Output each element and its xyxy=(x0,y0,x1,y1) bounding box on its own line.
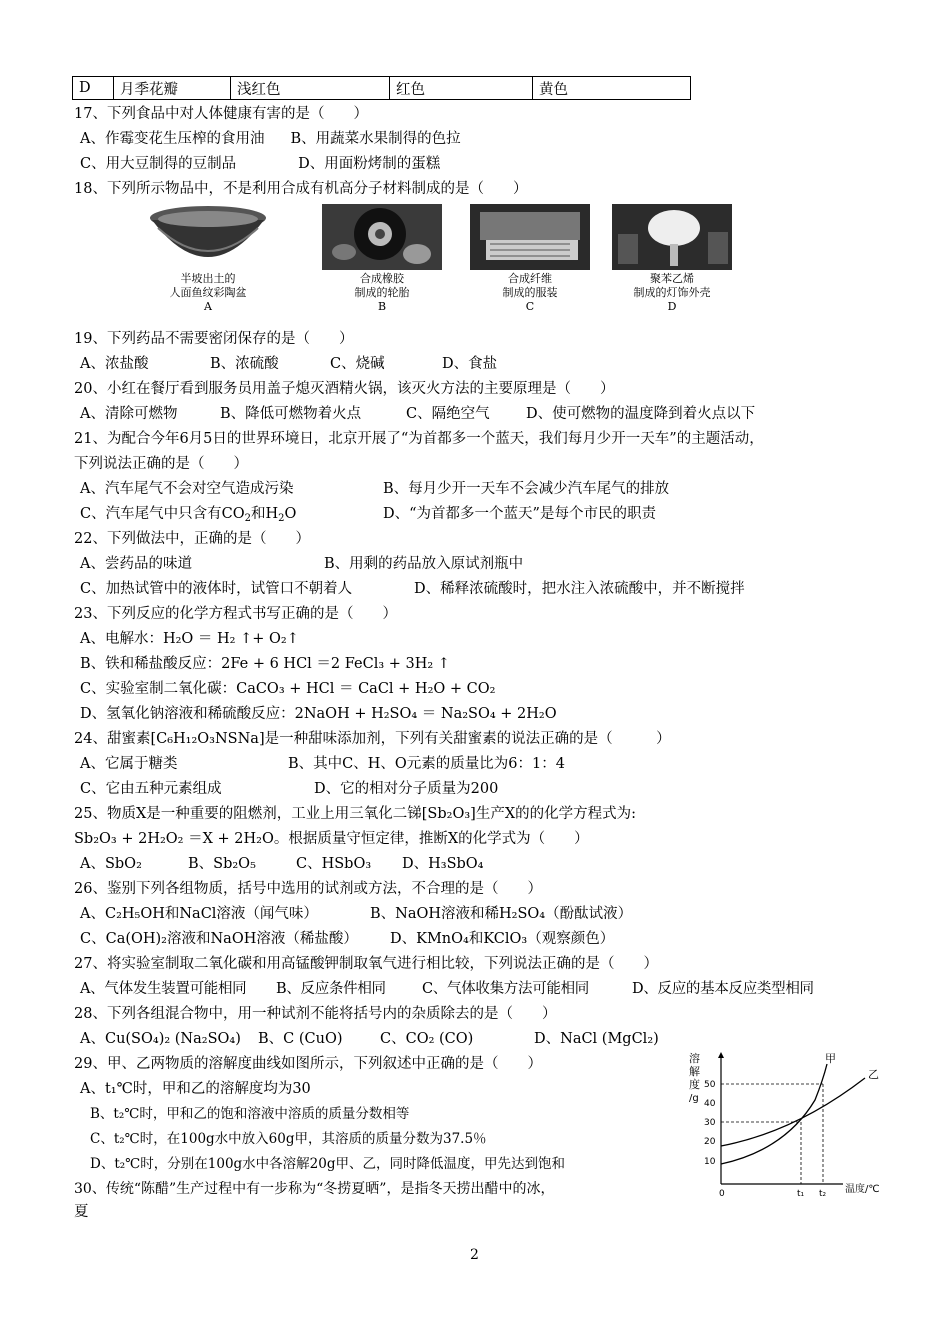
q22-options-cd xyxy=(80,579,745,599)
q21-option-b: B、每月少开一天车不会减少汽车尾气的排放 xyxy=(383,481,670,497)
q22-option-a: A、尝药品的味道 xyxy=(80,556,192,572)
q22-option-c: C、加热试管中的液体时，试管口不朝着人 xyxy=(80,581,353,597)
solubility-chart xyxy=(685,1050,895,1205)
table-row xyxy=(73,77,691,100)
q25-option-a: A、SbO₂ xyxy=(80,856,142,872)
q27-options xyxy=(80,979,814,999)
q28-option-a: A、Cu(SO₄)₂ (Na₂SO₄) xyxy=(80,1031,241,1047)
question-21-stem-2: 下列说法正确的是（ ） xyxy=(74,456,248,472)
table-cell: 红色 xyxy=(390,77,533,100)
q23-option-c: C、实验室制二氧化碳：CaCO₃ + HCl ＝ CaCl + H₂O + CO₂ xyxy=(80,681,496,697)
fiber-clothing-image xyxy=(470,204,590,270)
question-20-stem: 20、小红在餐厅看到服务员用盖子熄灭酒精火锅，该灭火方法的主要原理是（ ） xyxy=(74,381,615,397)
q17-options-cd xyxy=(80,154,440,174)
chart-xlabel: 温度/℃ xyxy=(845,1184,880,1195)
q20-option-b: B、降低可燃物着火点 xyxy=(220,406,362,422)
question-23-stem: 23、下列反应的化学方程式书写正确的是（ ） xyxy=(74,606,397,622)
question-30-stem-2: 夏 xyxy=(74,1204,89,1220)
q25-option-c: C、HSbO₃ xyxy=(296,856,372,872)
chart-ylabel-3: 度 xyxy=(689,1078,700,1091)
q29-option-a: A、t₁℃时，甲和乙的溶解度均为30 xyxy=(80,1081,311,1097)
q28-option-c: C、CO₂ (CO) xyxy=(380,1031,474,1047)
q18-caption-c: 合成纤维 制成的服装 C xyxy=(502,272,558,313)
tick-t1: t₁ xyxy=(797,1189,805,1199)
q29-option-c: C、t₂℃时，在100g水中放入60g甲，其溶质的质量分数为37.5％ xyxy=(90,1131,487,1147)
chart-ylabel-2: 解 xyxy=(689,1065,700,1078)
curve-yi xyxy=(721,1078,865,1146)
ytick-40: 40 xyxy=(704,1099,716,1109)
table-cell: 浅红色 xyxy=(231,77,390,100)
question-19-stem: 19、下列药品不需要密闭保存的是（ ） xyxy=(74,331,354,347)
q18-pictures xyxy=(140,204,760,316)
ytick-20: 20 xyxy=(704,1137,716,1147)
q17-option-a: A、作霉变花生压榨的食用油 xyxy=(80,131,265,147)
q24-option-d: D、它的相对分子质量为200 xyxy=(314,781,499,797)
q22-options-ab xyxy=(80,554,523,574)
q17-option-b: B、用蔬菜水果制得的色拉 xyxy=(290,131,461,147)
q24-option-a: A、它属于糖类 xyxy=(80,756,178,772)
q27-option-c: C、气体收集方法可能相同 xyxy=(422,981,589,997)
question-22-stem: 22、下列做法中，正确的是（ ） xyxy=(74,531,310,547)
q17-option-c: C、用大豆制得的豆制品 xyxy=(80,156,237,172)
chart-ylabel-4: /g xyxy=(689,1093,699,1104)
q19-option-d: D、食盐 xyxy=(442,356,498,372)
q27-option-b: B、反应条件相同 xyxy=(276,981,386,997)
ytick-10: 10 xyxy=(704,1157,716,1167)
q20-options xyxy=(80,404,755,424)
q22-option-d: D、稀释浓硫酸时，把水注入浓硫酸中，并不断搅拌 xyxy=(414,581,745,597)
ytick-30: 30 xyxy=(704,1118,716,1128)
question-28-stem: 28、下列各组混合物中，用一种试剂不能将括号内的杂质除去的是（ ） xyxy=(74,1006,557,1022)
q21-option-c: C、汽车尾气中只含有$CO_2$和$H_2O$ xyxy=(80,506,297,524)
question-27-stem: 27、将实验室制取二氧化碳和用高锰酸钾制取氧气进行相比较，下列说法正确的是（ ） xyxy=(74,956,658,972)
q19-option-b: B、浓硫酸 xyxy=(210,356,279,372)
ytick-50: 50 xyxy=(704,1080,716,1090)
q23-option-a: A、电解水：H₂O ＝ H₂ ↑+ O₂↑ xyxy=(80,631,299,647)
q20-option-a: A、清除可燃物 xyxy=(80,406,178,422)
q21-option-d: D、“为首都多一个蓝天”是每个市民的职责 xyxy=(383,506,656,522)
question-21-stem: 21、为配合今年6月5日的世界环境日，北京开展了“为首都多一个蓝天，我们每月少开一天车”的主题活动， xyxy=(74,431,764,447)
q17-options-ab xyxy=(80,129,461,149)
q26-options-ab xyxy=(80,904,632,924)
question-25-stem-2: Sb₂O₃ + 2H₂O₂ ＝X + 2H₂O。根据质量守恒定律，推断X的化学式为（ ） xyxy=(74,831,589,847)
q27-option-a: A、气体发生装置可能相同 xyxy=(80,981,247,997)
page-number: 2 xyxy=(470,1247,479,1263)
q18-caption-a: 半坡出土的 人面鱼纹彩陶盆 A xyxy=(169,272,247,313)
q23-option-d: D、氢氧化钠溶液和稀硫酸反应：2NaOH + H₂SO₄ ＝ Na₂SO₄ + 2H₂O xyxy=(80,706,557,722)
question-17-stem: 17、下列食品中对人体健康有害的是（ ） xyxy=(74,106,368,122)
q26-option-a: A、C₂H₅OH和NaCl溶液（闻气味） xyxy=(80,906,318,922)
lamp-shade-image xyxy=(612,204,732,270)
q29-option-b: B、t₂℃时，甲和乙的饱和溶液中溶质的质量分数相等 xyxy=(90,1106,410,1122)
question-29-stem: 29、甲、乙两物质的溶解度曲线如图所示，下列叙述中正确的是（ ） xyxy=(74,1056,542,1072)
q21-option-a: A、汽车尾气不会对空气造成污染 xyxy=(80,481,294,497)
question-26-stem: 26、鉴别下列各组物质，括号中选用的试剂或方法，不合理的是（ ） xyxy=(74,881,542,897)
q21-options-ab xyxy=(80,479,669,499)
q25-options xyxy=(80,854,484,874)
question-24-stem: 24、甜蜜素[C₆H₁₂O₃NSNa]是一种甜味添加剂，下列有关甜蜜素的说法正确的是（ ） xyxy=(74,731,671,747)
q17-option-d: D、用面粉烤制的蛋糕 xyxy=(298,156,441,172)
q26-option-b: B、NaOH溶液和稀H₂SO₄（酚酞试液） xyxy=(370,906,633,922)
question-18-stem: 18、下列所示物品中，不是利用合成有机高分子材料制成的是（ ） xyxy=(74,181,528,197)
q29-option-d: D、t₂℃时，分别在100g水中各溶解20g甲、乙，同时降低温度，甲先达到饱和 xyxy=(90,1156,565,1172)
q20-option-c: C、隔绝空气 xyxy=(406,406,490,422)
q22-option-b: B、用剩的药品放入原试剂瓶中 xyxy=(324,556,524,572)
q18-caption-b: 合成橡胶 制成的轮胎 B xyxy=(354,272,410,313)
q23-option-b: B、铁和稀盐酸反应：2Fe + 6 HCl ＝2 FeCl₃ + 3H₂ ↑ xyxy=(80,656,450,672)
q19-option-a: A、浓盐酸 xyxy=(80,356,149,372)
chart-origin: 0 xyxy=(719,1189,725,1199)
q26-option-c: C、Ca(OH)₂溶液和NaOH溶液（稀盐酸） xyxy=(80,931,358,947)
tick-t2: t₂ xyxy=(819,1189,827,1199)
table-cell: 月季花瓣 xyxy=(114,77,231,100)
rubber-tire-image xyxy=(322,204,442,270)
q21-options-cd xyxy=(80,504,656,524)
pottery-bowl-image xyxy=(148,204,268,270)
answer-table xyxy=(72,76,691,100)
q20-option-d: D、使可燃物的温度降到着火点以下 xyxy=(526,406,756,422)
q27-option-d: D、反应的基本反应类型相同 xyxy=(632,981,814,997)
q25-option-b: B、Sb₂O₅ xyxy=(188,856,256,872)
table-cell: 黄色 xyxy=(533,77,691,100)
table-cell: D xyxy=(73,77,114,100)
q24-options-cd xyxy=(80,779,498,799)
label-jia: 甲 xyxy=(825,1052,836,1065)
question-30-stem: 30、传统“陈醋”生产过程中有一步称为“冬捞夏晒”，是指冬天捞出醋中的冰， xyxy=(74,1181,555,1197)
q26-options-cd xyxy=(80,929,614,949)
q25-option-d: D、H₃SbO₄ xyxy=(402,856,484,872)
q28-option-d: D、NaCl (MgCl₂) xyxy=(534,1031,659,1047)
label-yi: 乙 xyxy=(868,1068,879,1081)
question-25-stem: 25、物质X是一种重要的阻燃剂，工业上用三氧化二锑[Sb₂O₃]生产X的的化学方程式为: xyxy=(74,806,637,822)
q26-option-d: D、KMnO₄和KClO₃（观察颜色） xyxy=(390,931,615,947)
q19-options xyxy=(80,354,497,374)
q19-option-c: C、烧碱 xyxy=(330,356,385,372)
q24-option-c: C、它由五种元素组成 xyxy=(80,781,222,797)
q24-option-b: B、其中C、H、O元素的质量比为6：1：4 xyxy=(288,756,565,772)
q18-caption-d: 聚苯乙烯 制成的灯饰外壳 D xyxy=(633,272,711,313)
q28-option-b: B、C (CuO) xyxy=(258,1031,343,1047)
q24-options-ab xyxy=(80,754,565,774)
q28-options xyxy=(80,1029,659,1049)
chart-ylabel-1: 溶 xyxy=(689,1052,700,1065)
